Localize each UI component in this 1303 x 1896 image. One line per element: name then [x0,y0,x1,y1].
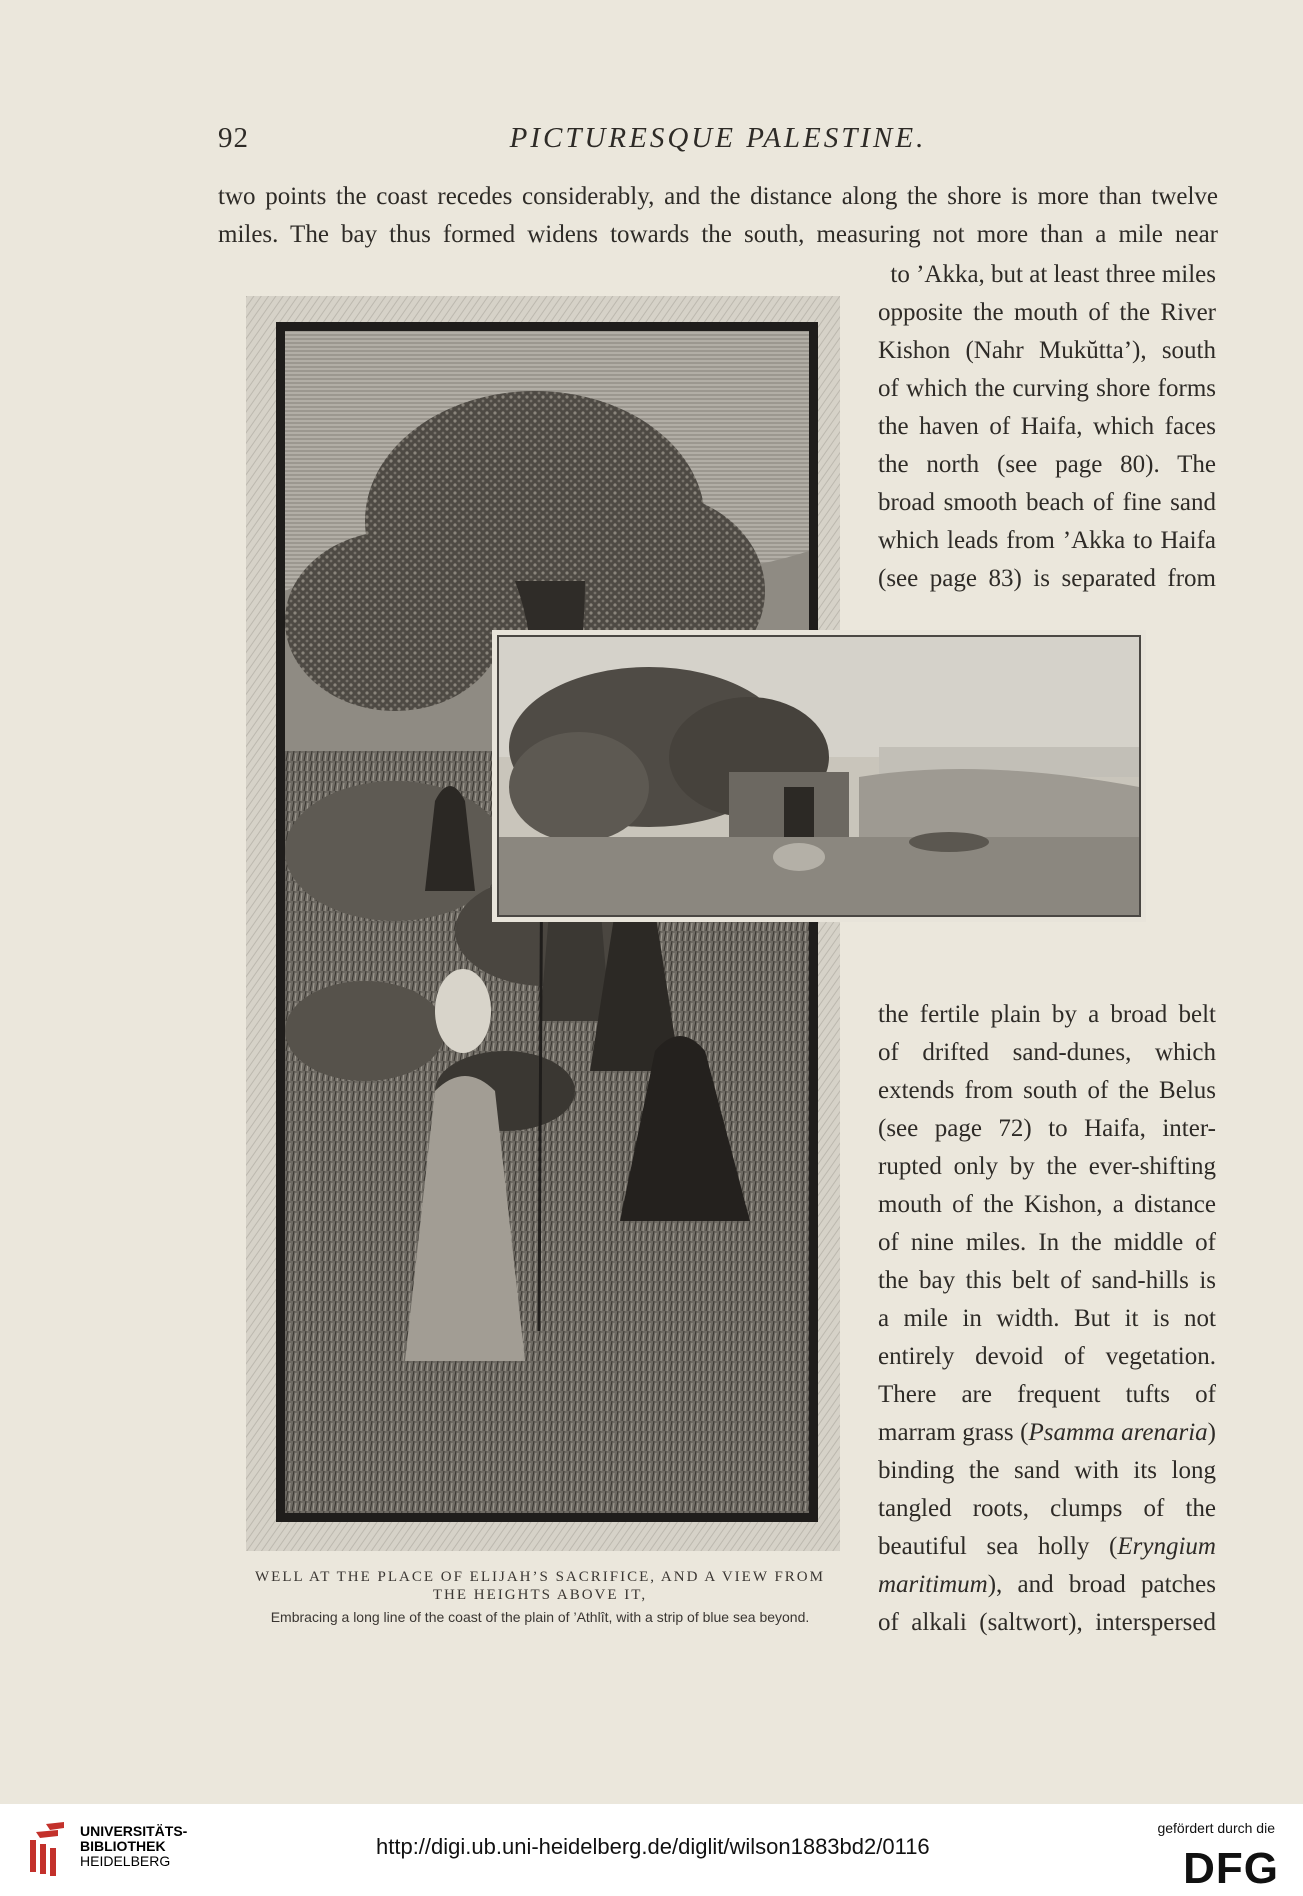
illustration-caption-subtitle: Embracing a long line of the coast of the plain of ’Athlît, with a strip of blue sea beyond. [270,1609,810,1625]
main-engraving-frame [276,322,818,1522]
column-text: ) [1207,1419,1216,1446]
column-line [878,1414,1216,1452]
latin-name: Psamma arenaria [1028,1419,1208,1446]
column-line: of which the curving shore forms [878,375,1216,402]
column-line: binding the sand with its long [878,1457,1216,1484]
dfg-logo: DFG [1183,1844,1279,1893]
column-line: the fertile plain by a broad belt [878,1001,1216,1028]
library-line: BIBLIOTHEK [80,1838,166,1854]
page-header [218,122,1218,162]
library-name [80,1824,187,1869]
latin-name: Eryngium [1117,1533,1216,1560]
column-text: beautiful sea holly ( [878,1533,1118,1560]
body-line-1: two points the coast recedes considerably, and the distance along the shore is more than twelve [218,183,1218,210]
engraving-scene [285,331,809,1513]
column-line: opposite the mouth of the River [878,299,1216,326]
column-line: Kishon (Nahr Mukŭtta’), south [878,337,1216,364]
column-line: of alkali (saltwort), interspersed [878,1609,1216,1636]
illustration-caption-title [220,1568,860,1604]
column-line: the bay this belt of sand-hills is [878,1267,1216,1294]
column-line [878,1528,1216,1566]
body-line-2: miles. The bay thus formed widens towards the south, measuring not more than a mile near [218,221,1218,248]
ub-heidelberg-logo-icon [24,1818,72,1878]
library-line: UNIVERSITÄTS- [80,1823,188,1839]
column-line: (see page 83) is separated from [878,565,1216,592]
column-line: of nine miles. In the middle of [878,1229,1216,1256]
column-text: ), and broad patches [987,1571,1216,1598]
column-line: (see page 72) to Haifa, inter- [878,1115,1216,1142]
latin-name: maritimum [878,1571,988,1598]
column-line: mouth of the Kishon, a distance [878,1191,1216,1218]
column-line: extends from south of the Belus [878,1077,1216,1104]
caption-line: WELL AT THE PLACE OF ELIJAH’S SACRIFICE, AND A VIEW FROM [255,1569,825,1585]
digitization-footer [0,1804,1303,1896]
sponsor-note: gefördert durch die [1157,1820,1275,1836]
column-line: of drifted sand-dunes, which [878,1039,1216,1066]
column-line: which leads from ’Akka to Haifa [878,527,1216,554]
column-line: the north (see page 80). The [878,451,1216,478]
library-line: HEIDELBERG [80,1853,171,1869]
inset-engraving [497,635,1141,917]
column-line [878,1566,1216,1604]
column-line: a mile in width. But it is not [878,1305,1216,1332]
column-line: There are frequent tufts of [878,1381,1216,1408]
inset-landscape [499,637,1139,915]
column-text: marram grass ( [878,1419,1029,1446]
page-number: 92 [218,122,249,154]
running-head: PICTURESQUE PALESTINE. [509,122,927,154]
caption-line: THE HEIGHTS ABOVE IT, [432,1587,648,1603]
column-line: tangled roots, clumps of the [878,1495,1216,1522]
source-url-link[interactable]: http://digi.ub.uni-heidelberg.de/diglit/wilson1883bd2/0116 [376,1834,930,1859]
column-line: entirely devoid of vegetation. [878,1343,1216,1370]
column-line: broad smooth beach of fine sand [878,489,1216,516]
column-line: rupted only by the ever-shifting [878,1153,1216,1180]
column-line: to ’Akka, but at least three miles [890,261,1216,288]
column-line: the haven of Haifa, which faces [878,413,1216,440]
